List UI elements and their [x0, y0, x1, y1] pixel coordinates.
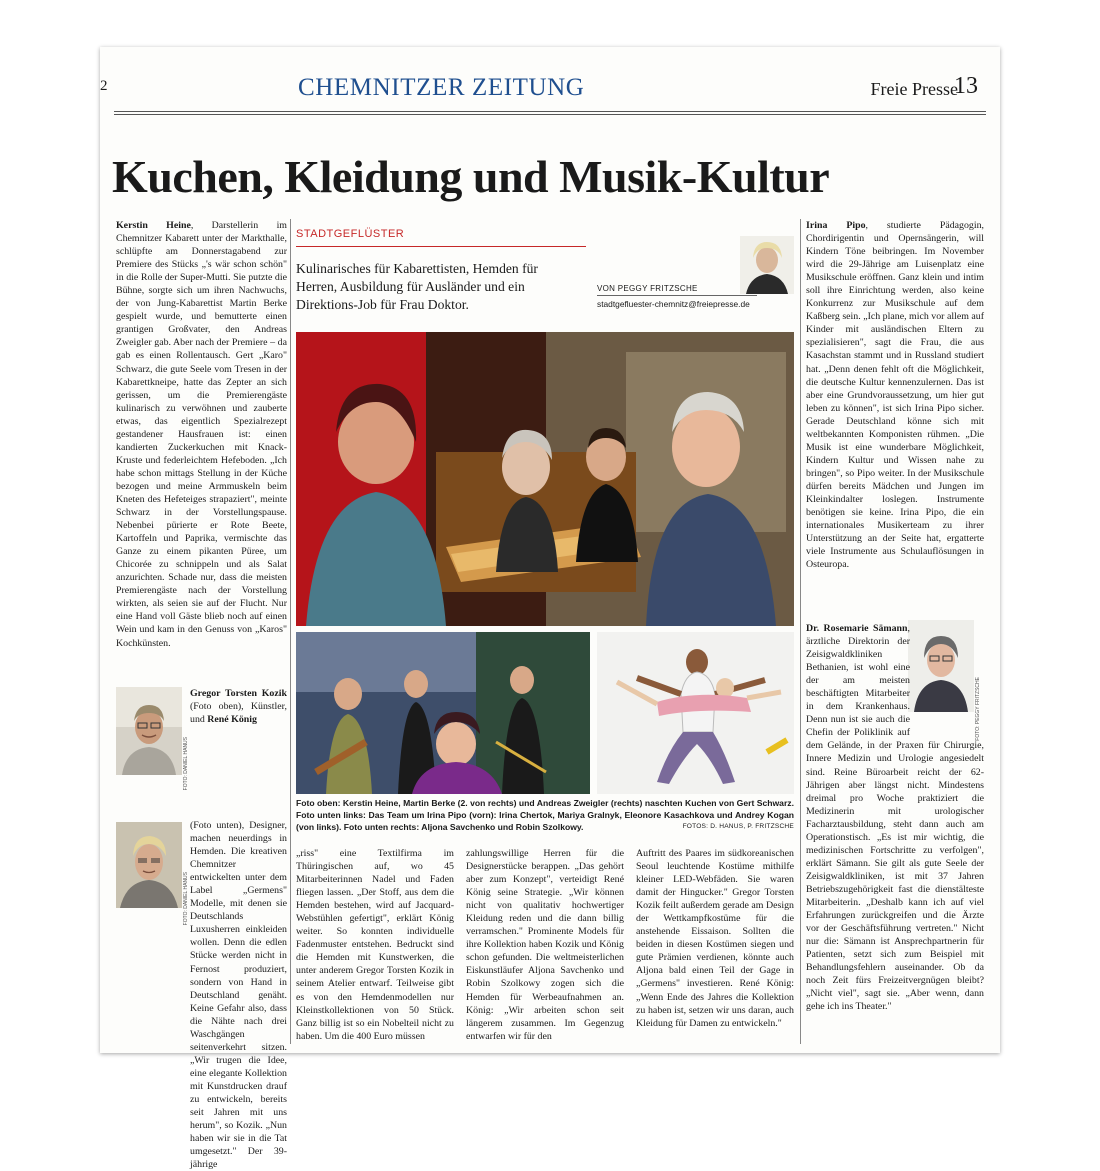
photo-music-team: [296, 632, 590, 794]
header-rule: [114, 111, 986, 112]
story-heine: [116, 219, 287, 739]
story-pipo-name: Irina Pipo: [806, 220, 866, 231]
headline: Kuchen, Kleidung und Musik-Kultur: [112, 151, 830, 202]
story-kozik-body-text: (Foto unten), Designer, machen neuerdings in Hemden. Die kreativen Chemnitzer entwickelten unter dem Label „Germens" Modelle, mit denen sie Deutschlands Luxusherren einkleiden wollen. Denn die edlen Stücke werden nicht in Fernost produziert, sondern von Hand in Deutschland genäht. Keine Gefahr also, dass die Nähte nach drei Waschgängen seitenverkehrt sitzen. „Wir trugen die Idee, eine elegante Kollektion mit Kunstdrucken drauf zu entwickeln, bereits seit Jahren mit uns herum", so Kozik. „Nun haben wir sie in die Tat umgesetzt." Der 39-jährige: [190, 820, 287, 1171]
koenig-name: René König: [207, 714, 257, 726]
kozik-portrait: [116, 687, 182, 775]
header-rule-thin: [114, 114, 986, 115]
column-divider: [290, 219, 291, 1044]
page-number: 13: [954, 73, 978, 99]
saemann-photo-credit: FOTO: PEGGY FRITZSCHE: [975, 677, 981, 741]
story-saemann-text: , ärztliche Direktorin der Zeisigwaldkliniken Bethanien, ist wohl eine der am meisten beschäftigten Mitarbeiter in dem Krankenhaus. Denn nun ist sie auch die Chefin der Poliklinik auf dem Gelände, in der Praxen für Chirurgie, Innere Medizin und Urologie angesiedelt sind. Reine Büroarbeit reicht der 62-Jährigen aber längst nicht. Mindestens dreimal pro Woche praktiziert die Medizinerin mit urologischer Facharztausbildung, steht dann auch am Operationstisch. „Es ist mir wichtig, die medizinischen Fortschritte zu verfolgen", erklärt Sämann. Sie gilt als gute Seele der Zeisigwaldkliniken, ist mit 37 Jahren Betriebszugehörigkeit fast die dienstälteste Mitarbeiterin. „Deshalb kann ich auf viel Erfahrungen zurückgreifen und die Ärzte vor der Geschäftsführung vertreten." Nicht nur die: Sämann ist Ansprechpartnerin für Patienten, setzt sich zum Beispiel mit Behandlungsfehlern auseinander. Ob da noch Zeit fürs Freizeitvergnügen bleibt? „Nicht viel", sagt sie. „Aber wenn, dann gehe ich ins Theater.": [806, 623, 984, 1013]
kicker-rule: [296, 246, 586, 247]
story-pipo: [806, 219, 984, 657]
photo-cake-tasting: [296, 332, 794, 626]
photo-caption-credit: FOTOS: D. HANUS, P. FRITZSCHE: [682, 823, 794, 830]
story-heine-name: Kerstin Heine: [116, 220, 191, 231]
kozik-name: Gregor Torsten Kozik: [190, 688, 287, 699]
story-kozik-col3: zahlungswillige Herren für die Designerstücke berappen. „Das gehört aber zum Konzept", verteidigt René König seine Strategie. „Wir können nicht von qualitativ hochwertiger Kleidung reden und die dann billig verramschen." Prominente Models für ihre Kollektion haben Kozik und König schon gefunden. Die weltmeisterlichen Eiskunstläufer Aljona Savchenko und Robin Szolkowy zogen sich die Hemden für Werbeaufnahmen an. König: „Wir arbeiten schon seit längerem zusammen. Im Gegenzug entwarfen wir für den: [466, 848, 624, 1042]
photo-caption: [296, 797, 794, 833]
story-kozik-col4: Auftritt des Paares im südkoreanischen Seoul leuchtende Kostüme mithilfe kleiner LED-Webfäden. Sie waren damit der Hingucker." Gregor Torsten Kozik feilt außerdem gerade am Design der Wettkampfkostüme für die anstehende Eissaison. Sollten die beiden in diesen Kostümen siegen und gute Prämien verdienen, könnte auch Aljona bald einen Teil der Gage in „Germens" investieren. René König: „Wenn Ende des Jahres die Kollektion zu haben ist, setzen wir uns daran, auch Kleidung für Damen zu entwickeln.": [636, 848, 794, 1029]
photo-caption-text: Foto oben: Kerstin Heine, Martin Berke (2. von rechts) und Andreas Zweigler (rechts) naschten Kuchen von Gert Schwarz. Foto unten links: Das Team um Irina Pipo (vorn): Irina Chertok, Mariya Gralnyk, Eleonore Kasachkova und Andrey Kogan (von links). Foto unten rechts: Aljona Savchenko und Robin Szolkowy.: [296, 798, 794, 832]
masthead: CHEMNITZER ZEITUNG: [298, 74, 585, 101]
kozik-text-a: (Foto oben), Künstler, und: [190, 701, 287, 726]
byline-rule: [597, 295, 757, 296]
kozik-photo-credit: FOTO: DANIEL HANUS: [183, 737, 189, 791]
column-kicker: STADTGEFLÜSTER: [296, 228, 405, 240]
author-email: stadtgefluester-chemnitz@freiepresse.de: [597, 299, 750, 309]
story-saemann: [806, 622, 984, 1044]
newspaper-page: [100, 47, 1000, 1171]
photo-skaters: [597, 632, 794, 794]
column-intro: Kulinarisches für Kabarettisten, Hemden für Herren, Ausbildung für Ausländer und ein Direktions-Job für Frau Doktor.: [296, 261, 538, 313]
author-portrait: [740, 236, 794, 294]
story-pipo-text: , studierte Pädagogin, Chordirigentin und Opernsängerin, will Kindern Töne beibringen. Im November wird die 29-Jährige am Luisenplatz eine Musikschule eröffnen. Ganz klein und intim soll ihre Einrichtung werden, also keine Konkurrenz zur Musikschule auf dem Kaßberg sein. „Ich plane, mich vor allem auf Kinder mit ausländischen Eltern zu spezialisieren", sagt die Frau, die aus Kasachstan stammt und in Russland studiert hat. „Denn denen fehlt oft die Möglichkeit, die deutsche Kultur kennenzulernen. Das ist aber eine Grundvoraussetzung, um hier gut leben zu können", ist sich Irina Pipo sicher. Gerade Deutschland könne sich mit weltbekannten Komponisten rühmen. „Die Musik ist eine wunderbare Möglichkeit, Kindern Kultur und Wissen nahe zu bringen", so Pipo weiter. In der Musikschule dürfen bereits Mädchen und Jungen im Kleinkindalter loslegen. Instrumente benötigen sie keine. Irina Pipo, die ein internationales Musikerteam zu ihrer Unterstützung an der Seite hat, ergatterte viele Instrumente aus Schulauflösungen in Osteuropa.: [806, 220, 984, 571]
story-kozik-body: [116, 819, 287, 1171]
story-saemann-name: Dr. Rosemarie Sämann: [806, 623, 908, 634]
paper-name: Freie Presse: [870, 79, 958, 99]
story-kozik-intro: [190, 687, 287, 817]
byline: VON PEGGY FRITZSCHE: [597, 284, 698, 293]
story-heine-text: , Darstellerin im Chemnitzer Kabarett unter der Markthalle, schlüpfte am Donnerstagabend zur Premiere des Stücks „'s wär schon schön" in die Rolle der Super-Mutti. Sie putzte die Bühne, sorgte sich um ihren Nachwuchs, der von Jung-Kabarettist Martin Berke gespielt wurde, und bemutterte einen grantigen Großvater, den Andreas Zweigler gab. Aber nach der Premiere – da gab es einen Rollentausch. Gert „Karo" Schwarz, die gute Seele vom Tresen in der Kabarettkneipe, hatte das Zepter an sich gerissen, um die Premierengäste kulinarisch zu verwöhnen und zauberte etwas, das eigentlich Spezialrezept gestandener Hausfrauen ist: einen kandierten Zuckerkuchen mit Knack-Kruste und federleichtem Hefeboden. „Ich habe schon mittags Stellung in der Küche bezogen und meine Armmuskeln beim Kneten des Hefeteiges strapaziert", meinte Schwarz in der Vorstellungspause. Nebenbei pürierte er Rote Beete, Kartoffeln und Paprika, vermischte das Ganze zu einem pikanten Püree, um Chicorée zu schnippeln und als Salat anzurichten. Schade nur, dass die meisten Premierengäste nach der Vorstellung wirkten, als seien sie auf der Flucht. Nur eine Hand voll Gäste blieb noch auf einen Wein und kam in den Genuss von „Karos" Kochkünsten.: [116, 220, 287, 649]
koenig-photo-credit: FOTO: DANIEL HANUS: [183, 872, 189, 926]
column-divider: [800, 219, 801, 1044]
story-kozik-col2: „riss" eine Textilfirma im Thüringischen auf, wo 45 Mitarbeiterinnen Nadel und Faden fliegen lassen. „Der Stoff, aus dem die Hemden bestehen, wird auf Jacquard-Webstühlen gefertigt", erklärt König weiter. So konnten individuelle Fadenmuster entstehen. Bedruckt sind die Hemden mit Kunstwerken, die unter anderem Gregor Torsten Kozik in seinem Atelier entwarf. Teilweise gibt es von den Hemdenmodellen nur Kleinstkollektionen von 50 Stück. Ganz billig ist so ein Nobelteil nicht zu haben. Um die 400 Euro müssen: [296, 848, 454, 1042]
page-number-left: 2: [100, 78, 108, 94]
